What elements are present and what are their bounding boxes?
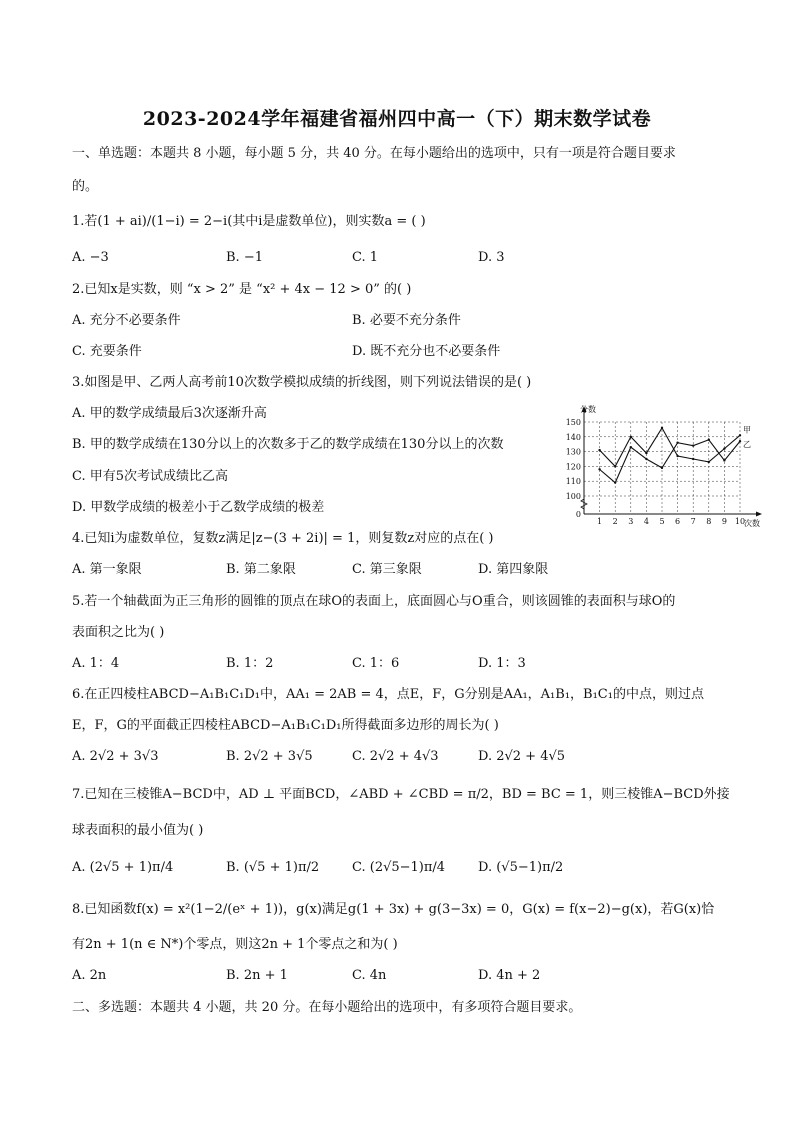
q5-option-a: A. 1：4 [72,656,120,671]
data-point [723,447,725,449]
data-point [614,465,616,467]
y-tick-label-120: 120 [565,462,581,472]
q6-option-d: D. 2√2 + 4√5 [478,749,566,764]
x-tick-label-3: 3 [628,517,634,526]
q7-stem: 7.已知在三棱锥A−BCD中，AD ⊥ 平面BCD，∠ABD + ∠CBD = π/2，BD = BC = 1，则三棱锥A−BCD外接 [72,787,730,802]
q3-option-a: A. 甲的数学成绩最后3次逐渐升高 [72,406,267,421]
chart-axes [580,404,762,528]
q6-option-b: B. 2√2 + 3√5 [226,749,313,764]
data-point [645,458,647,460]
q3-option-c: C. 甲有5次考试成绩比乙高 [72,469,229,484]
q1-stem: 1.若(1 + ai)/(1−i) = 2−i(其中i是虚数单位)，则实数a = ( ) [72,214,426,229]
page-title: 2023-2024学年福建省福州四中高一（下）期末数学试卷 [142,108,652,130]
q6-option-c: C. 2√2 + 4√3 [352,749,439,764]
q1-option-b: B. −1 [226,250,263,265]
data-point [739,440,741,442]
q5-stem: 5.若一个轴截面为正三角形的圆锥的顶点在球O的表面上，底面圆心与O重合，则该圆锥的表面积与球O的 [72,594,676,609]
q4-option-d: D. 第四象限 [478,562,549,577]
q2-option-a: A. 充分不必要条件 [72,313,181,328]
q7-option-c: C. (2√5−1)π/4 [352,860,446,875]
chart-ticks [566,418,745,526]
q1-option-c: C. 1 [352,250,379,265]
q3-option-d: D. 甲数学成绩的极差小于乙数学成绩的极差 [72,500,325,515]
legend-label-yi: 乙 [743,440,751,450]
y-tick-label-130: 130 [565,447,581,457]
data-point [739,434,741,436]
x-tick-label-7: 7 [690,517,696,526]
q3-option-b: B. 甲的数学成绩在130分以上的次数多于乙的数学成绩在130分以上的次数 [72,437,504,452]
q8-stem: 8.已知函数f(x) = x²(1−2/(eˣ + 1))，g(x)满足g(1 + 3x) + g(3−3x) = 0，G(x) = f(x−2)−g(x)，若G(x)恰 [72,902,715,917]
q2-option-b: B. 必要不充分条件 [352,313,461,328]
data-point [661,427,663,429]
series-line-jia [600,428,740,466]
x-tick-label-8: 8 [706,517,712,526]
q4-option-c: C. 第三象限 [352,562,422,577]
q7-stem-cont: 球表面积的最小值为( ) [72,823,204,838]
x-tick-label-5: 5 [659,517,665,526]
x-axis-label: 次数 [744,519,760,528]
q4-stem: 4.已知i为虚数单位，复数z满足|z−(3 + 2i)| = 1，则复数z对应的点在( ) [72,531,494,546]
data-point [645,452,647,454]
x-tick-label-1: 1 [597,517,603,526]
x-tick-label-10: 10 [734,517,746,526]
section-2-header: 二、多选题：本题共 4 小题，共 20 分。在每小题给出的选项中，有多项符合题目要求。 [72,1000,582,1015]
q6-stem: 6.在正四棱柱ABCD−A₁B₁C₁D₁中，AA₁ = 2AB = 4，点E，F，G分别是AA₁，A₁B₁，B₁C₁的中点，则过点 [72,687,704,702]
q6-option-a: A. 2√2 + 3√3 [72,749,159,764]
score-line-chart [560,402,770,530]
section-1-header-cont: 的。 [72,179,99,194]
section-1-header: 一、单选题：本题共 8 小题，每小题 5 分，共 40 分。在每小题给出的选项中，只有一项是符合题目要求 [72,146,676,161]
q8-option-c: C. 4n [352,968,387,983]
y-axis-label: 分数 [580,405,596,414]
q7-option-a: A. (2√5 + 1)π/4 [72,860,174,875]
q8-stem-cont: 有2n + 1(n ∈ N*)个零点，则这2n + 1个零点之和为( ) [72,937,398,952]
q5-option-d: D. 1：3 [478,656,526,671]
data-point [661,467,663,469]
y-tick-label-0: 0 [575,510,581,519]
data-point [630,436,632,438]
x-tick-label-2: 2 [612,517,618,526]
q7-option-d: D. (√5−1)π/2 [478,860,564,875]
data-point [692,444,694,446]
data-point [614,481,616,483]
q2-option-c: C. 充要条件 [72,344,142,359]
x-tick-label-9: 9 [721,517,727,526]
y-tick-label-100: 100 [565,492,581,501]
chart-series [598,425,751,484]
q5-stem-cont: 表面积之比为( ) [72,625,165,640]
y-tick-label-140: 140 [565,432,581,442]
q7-option-b: B. (√5 + 1)π/2 [226,860,320,875]
data-point [692,458,694,460]
data-point [630,446,632,448]
y-tick-label-110: 110 [565,477,581,487]
x-tick-label-4: 4 [643,517,649,526]
q5-option-c: C. 1：6 [352,656,400,671]
legend-label-jia: 甲 [743,425,751,435]
q8-option-b: B. 2n + 1 [226,968,288,983]
q5-option-b: B. 1：2 [226,656,274,671]
data-point [708,461,710,463]
q8-option-a: A. 2n [72,968,107,983]
data-point [598,468,600,470]
x-tick-label-6: 6 [675,517,681,526]
q8-option-d: D. 4n + 2 [478,968,541,983]
q2-stem: 2.已知x是实数，则 “x > 2” 是 “x² + 4x − 12 > 0” 的( ) [72,282,412,297]
x-axis-arrow [756,512,762,517]
series-line-yi [600,440,740,483]
data-point [708,439,710,441]
q4-option-a: A. 第一象限 [72,562,142,577]
q2-option-d: D. 既不充分也不必要条件 [352,344,501,359]
q6-stem-cont: E，F，G的平面截正四棱柱ABCD−A₁B₁C₁D₁所得截面多边形的周长为( ) [72,718,499,733]
data-point [598,449,600,451]
q3-stem: 3.如图是甲、乙两人高考前10次数学模拟成绩的折线图，则下列说法错误的是( ) [72,375,532,390]
y-tick-label-150: 150 [565,418,581,427]
data-point [723,459,725,461]
q1-option-d: D. 3 [478,250,505,265]
q4-option-b: B. 第二象限 [226,562,296,577]
q1-option-a: A. −3 [72,250,109,265]
data-point [676,442,678,444]
data-point [676,455,678,457]
